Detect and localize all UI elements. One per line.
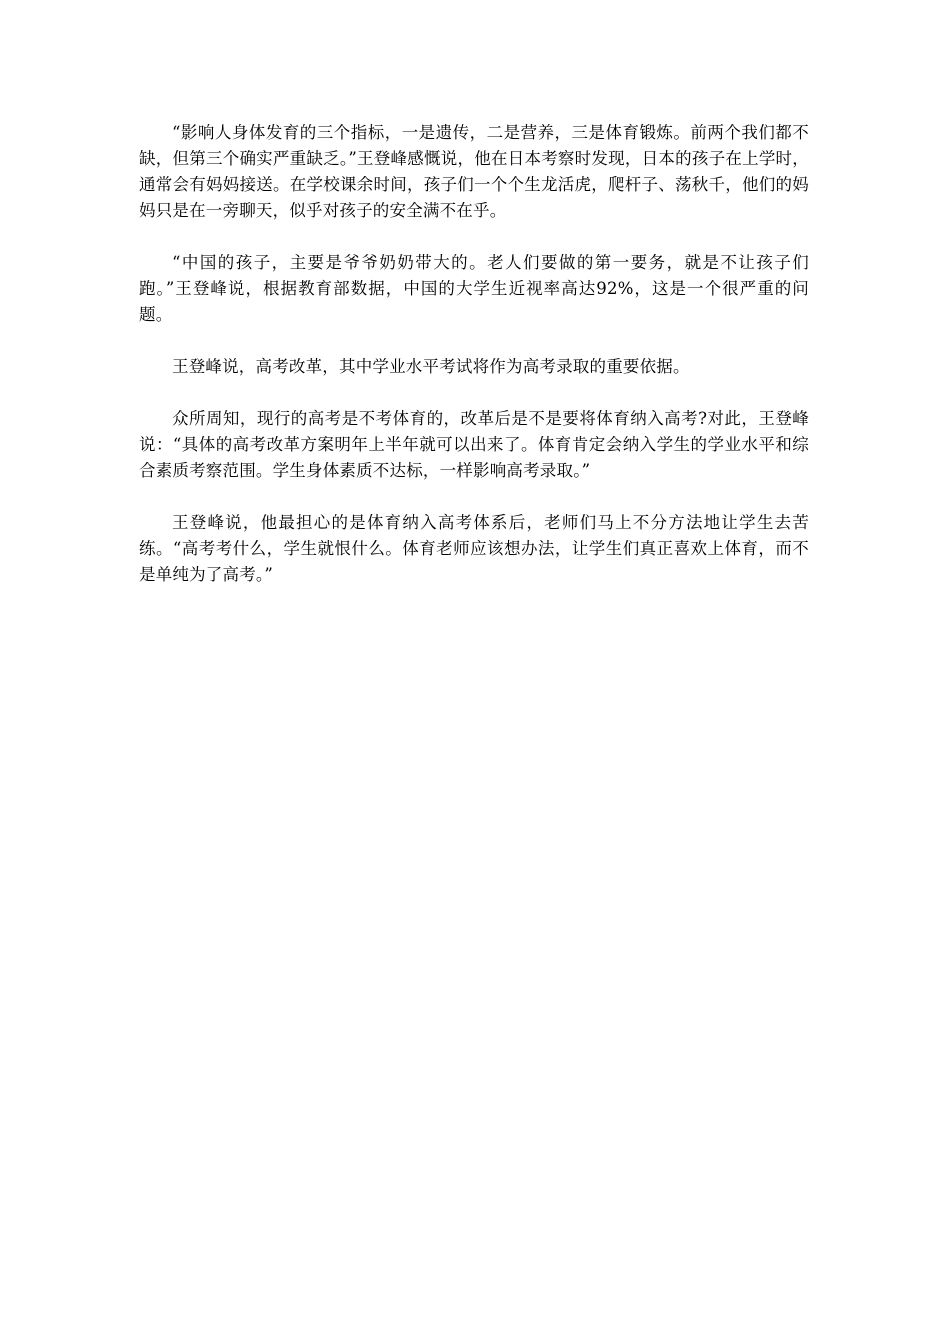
paragraph-1: “影响人身体发育的三个指标，一是遗传，二是营养，三是体育锻炼。前两个我们都不缺，但第三个确实严重缺乏。”王登峰感慨说，他在日本考察时发现，日本的孩子在上学时，通常会有妈妈接送。在学校课余时间，孩子们一个个生龙活虎，爬杆子、荡秋千，他们的妈妈只是在一旁聊天，似乎对孩子的安全满不在乎。 xyxy=(139,123,809,220)
paragraph-5: 王登峰说，他最担心的是体育纳入高考体系后，老师们马上不分方法地让学生去苦练。“高考考什么，学生就恨什么。体育老师应该想办法，让学生们真正喜欢上体育，而不是单纯为了高考。” xyxy=(139,513,809,584)
article-body xyxy=(139,120,809,614)
paragraph-4: 众所周知，现行的高考是不考体育的，改革后是不是要将体育纳入高考?对此，王登峰说：“具体的高考改革方案明年上半年就可以出来了。体育肯定会纳入学生的学业水平和综合素质考察范围。学生身体素质不达标，一样影响高考录取。” xyxy=(139,409,809,480)
paragraph-2: “中国的孩子，主要是爷爷奶奶带大的。老人们要做的第一要务，就是不让孩子们跑。”王登峰说，根据教育部数据，中国的大学生近视率高达92%，这是一个很严重的问题。 xyxy=(139,253,809,324)
paragraph-3: 王登峰说，高考改革，其中学业水平考试将作为高考录取的重要依据。 xyxy=(172,357,690,376)
